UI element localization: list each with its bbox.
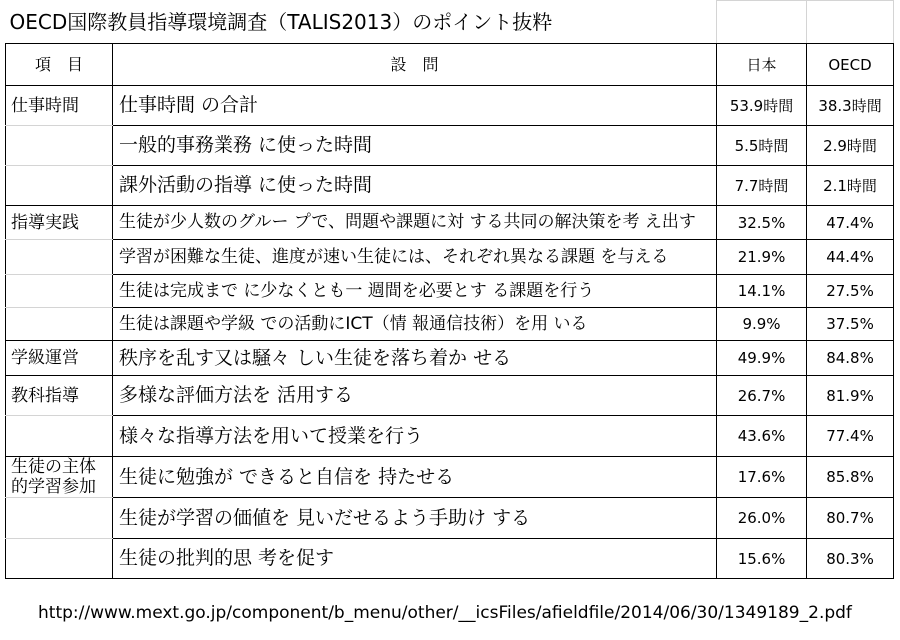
- table-row: [6, 341, 894, 376]
- header-row: [6, 44, 894, 86]
- category-cell: [6, 206, 113, 240]
- category-cell: [6, 539, 113, 579]
- oecd-value: 77.4%: [807, 416, 894, 457]
- table-row: [6, 416, 894, 457]
- question-cell: 多様な評価方法を 活用する: [113, 376, 717, 416]
- question-cell: 生徒が学習の価値を 見いだせるよう手助け する: [113, 498, 717, 539]
- japan-value: 15.6%: [717, 539, 807, 579]
- table-row: [6, 166, 894, 206]
- table-row: [6, 275, 894, 308]
- oecd-value: 37.5%: [807, 308, 894, 341]
- category-cell: [6, 126, 113, 166]
- japan-value: 14.1%: [717, 275, 807, 308]
- category-cell: [6, 416, 113, 457]
- oecd-value: 27.5%: [807, 275, 894, 308]
- question-cell: 生徒に勉強が できると自信を 持たせる: [113, 457, 717, 498]
- title-row: [6, 1, 894, 44]
- japan-value: 9.9%: [717, 308, 807, 341]
- data-table: [5, 0, 894, 579]
- japan-value: 7.7時間: [717, 166, 807, 206]
- question-cell: 仕事時間 の合計: [113, 86, 717, 126]
- japan-value: 49.9%: [717, 341, 807, 376]
- header-japan: 日本: [717, 44, 807, 86]
- category-label: 教科指導: [11, 385, 79, 406]
- category-cell: [6, 498, 113, 539]
- question-cell: 学習が困難な生徒、進度が速い生徒には、それぞれ異なる課題 を与える: [113, 240, 717, 275]
- table-row: [6, 498, 894, 539]
- oecd-value: 2.1時間: [807, 166, 894, 206]
- japan-value: 26.0%: [717, 498, 807, 539]
- table-row: [6, 539, 894, 579]
- oecd-value: 80.7%: [807, 498, 894, 539]
- japan-value: 26.7%: [717, 376, 807, 416]
- japan-value: 5.5時間: [717, 126, 807, 166]
- question-cell: 一般的事務業務 に使った時間: [113, 126, 717, 166]
- source-url: http://www.mext.go.jp/component/b_menu/other/__icsFiles/afieldfile/2014/06/30/1349189_2.pdf: [38, 603, 852, 623]
- question-cell: 生徒の批判的思 考を促す: [113, 539, 717, 579]
- oecd-value: 2.9時間: [807, 126, 894, 166]
- category-cell: [6, 341, 113, 376]
- oecd-value: 38.3時間: [807, 86, 894, 126]
- header-oecd: OECD: [807, 44, 894, 86]
- table-row: [6, 126, 894, 166]
- oecd-value: 47.4%: [807, 206, 894, 240]
- oecd-value: 80.3%: [807, 539, 894, 579]
- table-row: [6, 86, 894, 126]
- table-row: [6, 206, 894, 240]
- table-row: [6, 308, 894, 341]
- header-question: 設 問: [113, 44, 717, 86]
- category-label: 生徒の主体的学習参加: [11, 457, 96, 497]
- question-cell: 生徒は完成まで に少なくとも一 週間を必要とす る課題を行う: [113, 275, 717, 308]
- page-title: OECD国際教員指導環境調査（TALIS2013）のポイント抜粋: [6, 1, 717, 44]
- japan-value: 17.6%: [717, 457, 807, 498]
- category-cell: [6, 275, 113, 308]
- question-cell: 様々な指導方法を用いて授業を行う: [113, 416, 717, 457]
- table-row: [6, 457, 894, 498]
- category-cell: [6, 376, 113, 416]
- japan-value: 32.5%: [717, 206, 807, 240]
- question-cell: 生徒が少人数のグルー プで、問題や課題に対 する共同の解決策を考 え出す: [113, 206, 717, 240]
- category-cell: [6, 240, 113, 275]
- category-cell: [6, 308, 113, 341]
- oecd-value: 85.8%: [807, 457, 894, 498]
- japan-value: 21.9%: [717, 240, 807, 275]
- empty-cell: [807, 1, 894, 44]
- table-row: [6, 376, 894, 416]
- oecd-value: 84.8%: [807, 341, 894, 376]
- category-label: 指導実践: [11, 212, 79, 233]
- question-cell: 生徒は課題や学級 での活動にICT（情 報通信技術）を用 いる: [113, 308, 717, 341]
- empty-cell: [717, 1, 807, 44]
- japan-value: 43.6%: [717, 416, 807, 457]
- table-row: [6, 240, 894, 275]
- category-cell: [6, 166, 113, 206]
- category-label: 仕事時間: [11, 95, 79, 116]
- header-item: 項 目: [6, 44, 113, 86]
- category-cell: [6, 457, 113, 498]
- category-cell: [6, 86, 113, 126]
- category-label: 学級運営: [11, 348, 79, 368]
- japan-value: 53.9時間: [717, 86, 807, 126]
- oecd-value: 81.9%: [807, 376, 894, 416]
- question-cell: 課外活動の指導 に使った時間: [113, 166, 717, 206]
- oecd-value: 44.4%: [807, 240, 894, 275]
- question-cell: 秩序を乱す又は騒々 しい生徒を落ち着か せる: [113, 341, 717, 376]
